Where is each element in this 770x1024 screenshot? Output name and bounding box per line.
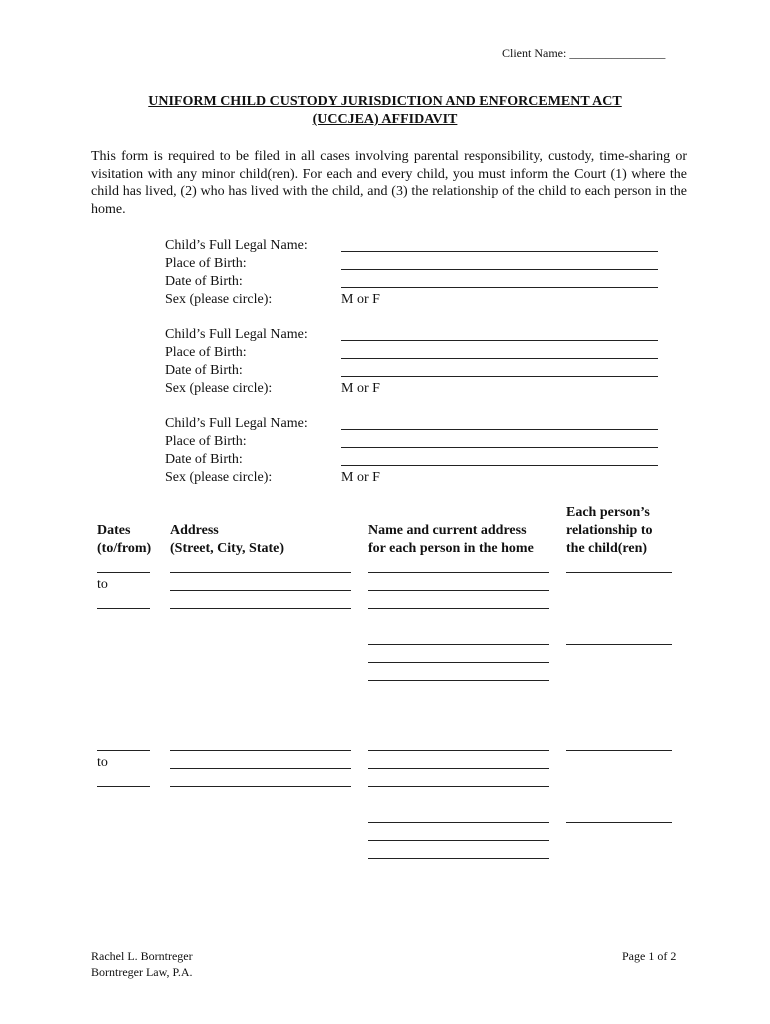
relationship-field[interactable]: [566, 558, 672, 573]
person-name-address-field[interactable]: [368, 666, 549, 681]
person-name-address-field[interactable]: [368, 826, 549, 841]
person-name-address-field[interactable]: [368, 630, 549, 645]
date-from-field[interactable]: [97, 736, 150, 751]
child-3-name-field[interactable]: [341, 415, 658, 430]
child-full-name-label: Child’s Full Legal Name:: [165, 238, 308, 253]
child-2-date-of-birth-field[interactable]: [341, 362, 658, 377]
sex-label: Sex (please circle):: [165, 381, 273, 396]
form-title-line2: (UCCJEA) AFFIDAVIT: [312, 112, 458, 127]
client-name-label: Client Name: ________________: [502, 46, 666, 60]
person-name-address-field[interactable]: [368, 808, 549, 823]
name-header-line1: Name and current address: [368, 523, 527, 538]
relationship-header-line1: Each person’s: [566, 505, 650, 520]
date-to-field[interactable]: [97, 594, 150, 609]
date-to-field[interactable]: [97, 772, 150, 787]
child-1-name-field[interactable]: [341, 237, 658, 252]
child-3-date-of-birth-field[interactable]: [341, 451, 658, 466]
address-line-field[interactable]: [170, 754, 351, 769]
child-3-place-of-birth-field[interactable]: [341, 433, 658, 448]
place-of-birth-label: Place of Birth:: [165, 256, 247, 271]
name-column-header: [368, 522, 534, 558]
to-label: to: [97, 755, 108, 770]
relationship-field[interactable]: [566, 736, 672, 751]
firm-name: Borntreger Law, P.A.: [91, 965, 193, 979]
address-line-field[interactable]: [170, 558, 351, 573]
person-name-address-field[interactable]: [368, 844, 549, 859]
relationship-field[interactable]: [566, 808, 672, 823]
dates-column-header: [97, 522, 151, 558]
dates-header-line2: (to/from): [97, 541, 152, 556]
address-line-field[interactable]: [170, 772, 351, 787]
child-2-sex-options[interactable]: M or F: [341, 381, 380, 396]
relationship-field[interactable]: [566, 630, 672, 645]
sex-label: Sex (please circle):: [165, 292, 273, 307]
person-name-address-field[interactable]: [368, 648, 549, 663]
child-3-sex-options[interactable]: M or F: [341, 470, 380, 485]
address-line-field[interactable]: [170, 576, 351, 591]
child-2-place-of-birth-field[interactable]: [341, 344, 658, 359]
form-title-line1: UNIFORM CHILD CUSTODY JURISDICTION AND ENFORCEMENT ACT: [148, 94, 622, 109]
date-from-field[interactable]: [97, 558, 150, 573]
person-name-address-field[interactable]: [368, 594, 549, 609]
page-number: Page 1 of 2: [622, 949, 677, 963]
address-line-field[interactable]: [170, 736, 351, 751]
attorney-name: Rachel L. Borntreger: [91, 949, 193, 963]
address-column-header: [170, 522, 284, 558]
name-header-line2: for each person in the home: [368, 541, 534, 556]
child-1-date-of-birth-field[interactable]: [341, 273, 658, 288]
person-name-address-field[interactable]: [368, 576, 549, 591]
child-2-name-field[interactable]: [341, 326, 658, 341]
date-of-birth-label: Date of Birth:: [165, 452, 243, 467]
person-name-address-field[interactable]: [368, 558, 549, 573]
person-name-address-field[interactable]: [368, 772, 549, 787]
to-label: to: [97, 577, 108, 592]
date-of-birth-label: Date of Birth:: [165, 363, 243, 378]
child-1-sex-options[interactable]: M or F: [341, 292, 380, 307]
person-name-address-field[interactable]: [368, 754, 549, 769]
address-line-field[interactable]: [170, 594, 351, 609]
intro-paragraph: This form is required to be filed in all cases involving parental responsibility, custody, time-sharing or visitation with any minor child(ren). For each and every child, you must inform the Court (1) where the child has lived, (2) who has lived with the child, and (3) the relationship of the child to each person in the home.: [91, 149, 687, 217]
place-of-birth-label: Place of Birth:: [165, 345, 247, 360]
footer-attorney: [91, 948, 193, 980]
sex-label: Sex (please circle):: [165, 470, 273, 485]
date-of-birth-label: Date of Birth:: [165, 274, 243, 289]
child-full-name-label: Child’s Full Legal Name:: [165, 327, 308, 342]
relationship-header-line2: relationship to: [566, 523, 653, 538]
dates-header-line1: Dates: [97, 523, 131, 538]
child-1-place-of-birth-field[interactable]: [341, 255, 658, 270]
relationship-header-line3: the child(ren): [566, 541, 648, 556]
relationship-column-header: [566, 504, 652, 558]
address-header-line2: (Street, City, State): [170, 541, 285, 556]
address-header-line1: Address: [170, 523, 219, 538]
person-name-address-field[interactable]: [368, 736, 549, 751]
place-of-birth-label: Place of Birth:: [165, 434, 247, 449]
child-full-name-label: Child’s Full Legal Name:: [165, 416, 308, 431]
